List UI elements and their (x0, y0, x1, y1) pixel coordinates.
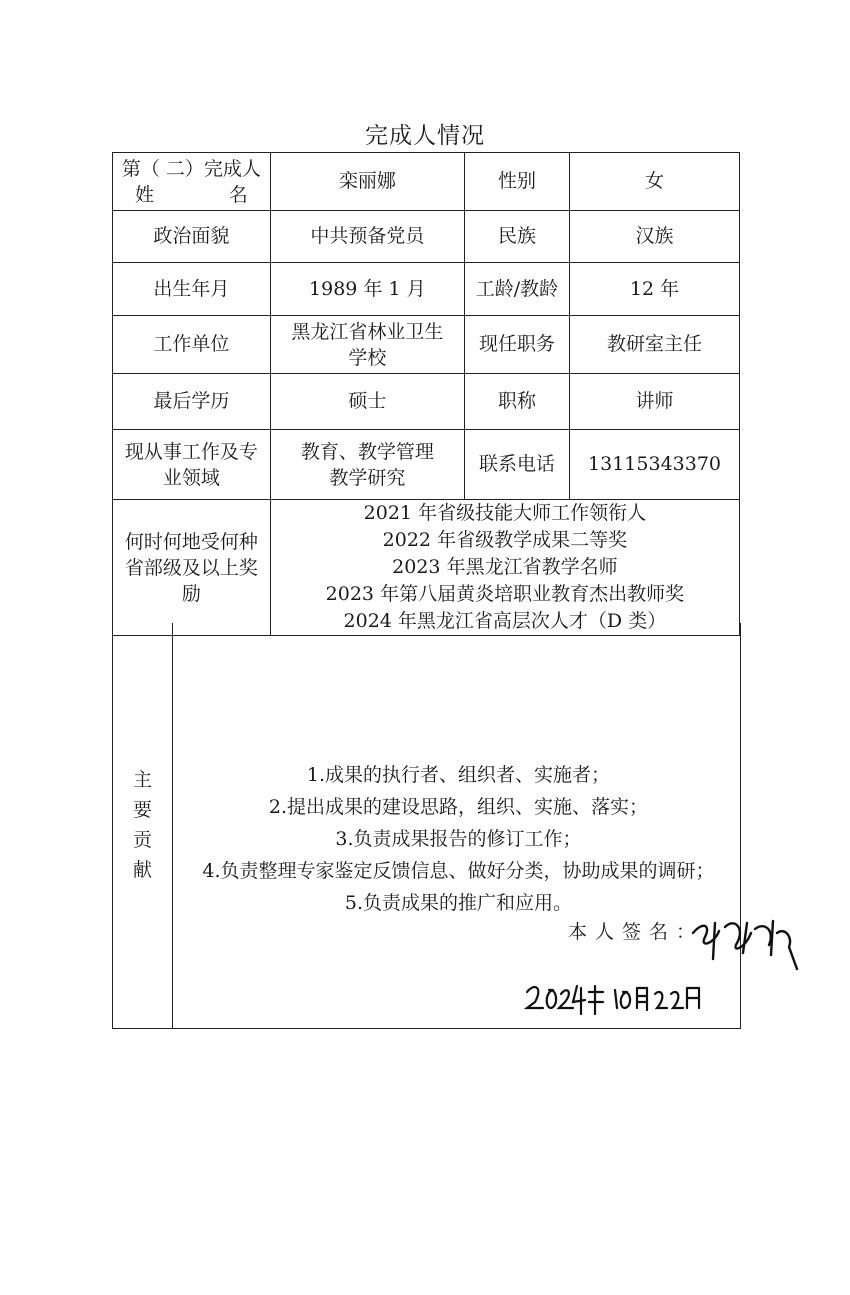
row-education (113, 374, 740, 430)
employer-label: 工作单位 (113, 316, 271, 374)
contribution-item: 5.负责成果的推广和应用。 (344, 892, 573, 915)
seniority-label: 工龄/教龄 (464, 263, 569, 316)
field-label-line2: 业领域 (162, 466, 220, 489)
contribution-item: 4.负责整理专家鉴定反馈信息、做好分类，协助成果的调研； (202, 860, 715, 883)
award-item: 2023 年黑龙江省教学名师 (392, 556, 618, 578)
handwritten-signature (685, 903, 805, 973)
birth-label: 出生年月 (113, 263, 271, 316)
education-label: 最后学历 (113, 374, 271, 430)
field-label-cell (113, 430, 271, 500)
ethnicity-value: 汉族 (570, 211, 740, 263)
gender-label: 性别 (464, 153, 569, 211)
row-employer (113, 316, 740, 374)
ethnicity-label: 民族 (464, 211, 569, 263)
row-political (113, 211, 740, 263)
contribution-content (173, 623, 741, 1028)
employer-cell (270, 316, 464, 374)
awards-label-line2: 省部级及以上奖励 (124, 556, 258, 605)
political-label: 政治面貌 (113, 211, 271, 263)
name-label: 姓 名 (135, 183, 248, 206)
awards-label-line1: 何时何地受何种 (124, 530, 258, 553)
name-value: 栾丽娜 (270, 153, 464, 211)
seniority-value: 12 年 (570, 263, 740, 316)
award-item: 2024 年黑龙江省高层次人才（D 类） (343, 610, 667, 632)
award-item: 2022 年省级教学成果二等奖 (382, 529, 628, 551)
completer-order-label: 第（ 二）完成人 (121, 157, 261, 180)
field-value-line1: 教育、教学管理 (300, 440, 434, 463)
phone-value: 13115343370 (570, 430, 740, 500)
position-value: 教研室主任 (570, 316, 740, 374)
signature-label: 本人签名： (568, 921, 704, 943)
award-item: 2021 年省级技能大师工作领衔人 (363, 502, 647, 524)
gender-value: 女 (570, 153, 740, 211)
position-label: 现任职务 (464, 316, 569, 374)
row-field (113, 430, 740, 500)
field-label-line1: 现从事工作及专 (124, 440, 258, 463)
employer-value-line2: 学校 (348, 346, 387, 369)
contribution-item: 1.成果的执行者、组织者、实施者； (306, 764, 611, 787)
contribution-label: 主 要 贡 献 (132, 769, 152, 882)
birth-value: 1989 年 1 月 (270, 263, 464, 316)
contribution-label-cell (113, 623, 173, 1028)
education-value: 硕士 (270, 374, 464, 430)
professional-title-value: 讲师 (570, 374, 740, 430)
contribution-table (112, 623, 741, 1029)
contribution-item: 2.提出成果的建设思路，组织、实施、落实； (268, 796, 649, 819)
row-name (113, 153, 740, 211)
page-title: 完成人情况 (365, 123, 485, 149)
phone-label: 联系电话 (464, 430, 569, 500)
professional-title-label: 职称 (464, 374, 569, 430)
field-value-line2: 教学研究 (329, 466, 406, 489)
awards-label-cell (113, 500, 271, 636)
name-label-cell (113, 153, 271, 211)
awards-list (270, 500, 739, 636)
employer-value-line1: 黑龙江省林业卫生 (291, 320, 444, 343)
row-birth (113, 263, 740, 316)
row-awards (113, 500, 740, 636)
contribution-list (177, 759, 736, 919)
award-item: 2023 年第八届黄炎培职业教育杰出教师奖 (325, 583, 685, 605)
contribution-item: 3.负责成果报告的修订工作； (335, 828, 582, 851)
row-contribution (113, 623, 741, 1028)
handwritten-date (523, 978, 703, 1018)
political-value: 中共预备党员 (270, 211, 464, 263)
field-value-cell (270, 430, 464, 500)
completer-info-table (112, 152, 740, 636)
